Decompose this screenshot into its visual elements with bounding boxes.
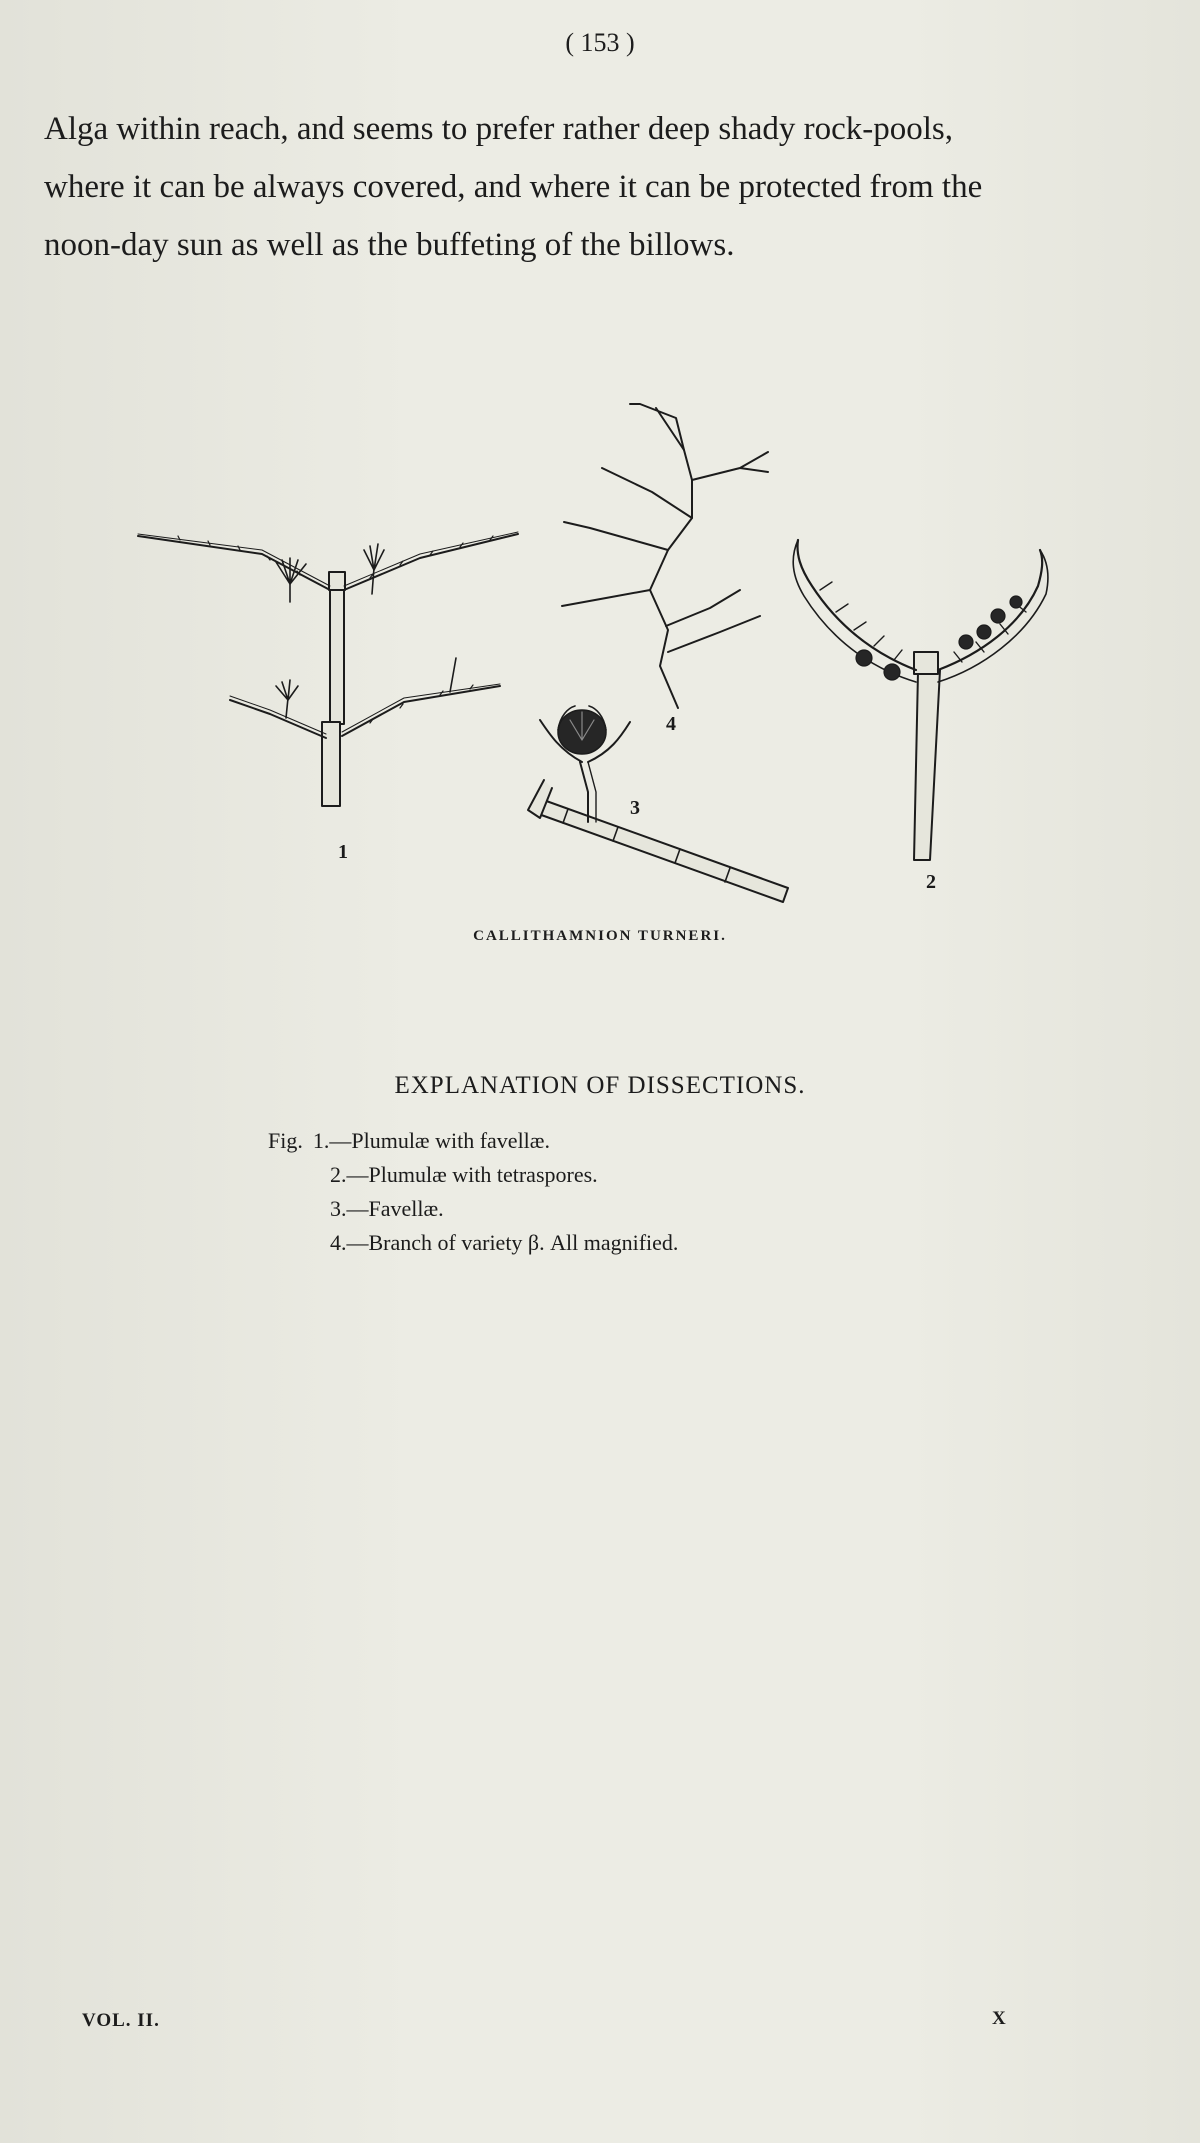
page-number: ( 153 ) <box>565 28 635 57</box>
intro-paragraph <box>44 100 1164 274</box>
fig-label: Fig. <box>268 1128 303 1153</box>
intro-line: noon-day sun as well as the buffeting of the billows. <box>44 227 735 263</box>
figure-2-tetraspores-drawing <box>793 540 1048 860</box>
plate-caption: CALLITHAMNION TURNERI. <box>473 928 727 944</box>
figure-3-favellae-drawing <box>528 706 788 902</box>
figure-number-label: 2 <box>926 871 936 893</box>
figure-number-label: 4 <box>666 713 676 735</box>
explanation-item-text: 1.—Plumulæ with favellæ. <box>312 1128 550 1153</box>
explanation-list <box>268 1124 678 1260</box>
explanation-heading: EXPLANATION OF DISSECTIONS. <box>394 1072 806 1099</box>
explanation-item: 3.—Favellæ. <box>330 1196 444 1221</box>
figure-4-branch-drawing <box>562 404 768 708</box>
intro-line: where it can be always covered, and where it can be protected from the <box>44 169 983 205</box>
figure-number-label: 3 <box>630 797 640 819</box>
volume-footer: VOL. II. <box>82 2010 160 2031</box>
signature-mark: X <box>992 2008 1006 2029</box>
figure-1-plumulae-drawing <box>138 532 518 806</box>
explanation-item <box>268 1124 678 1158</box>
explanation-item: 2.—Plumulæ with tetraspores. <box>330 1162 598 1187</box>
botanical-plate-illustration <box>120 390 1080 930</box>
figure-number-label: 1 <box>338 841 348 863</box>
explanation-item: 4.—Branch of variety β. All magnified. <box>330 1230 679 1255</box>
intro-line: Alga within reach, and seems to prefer rather deep shady rock-pools, <box>44 111 953 147</box>
